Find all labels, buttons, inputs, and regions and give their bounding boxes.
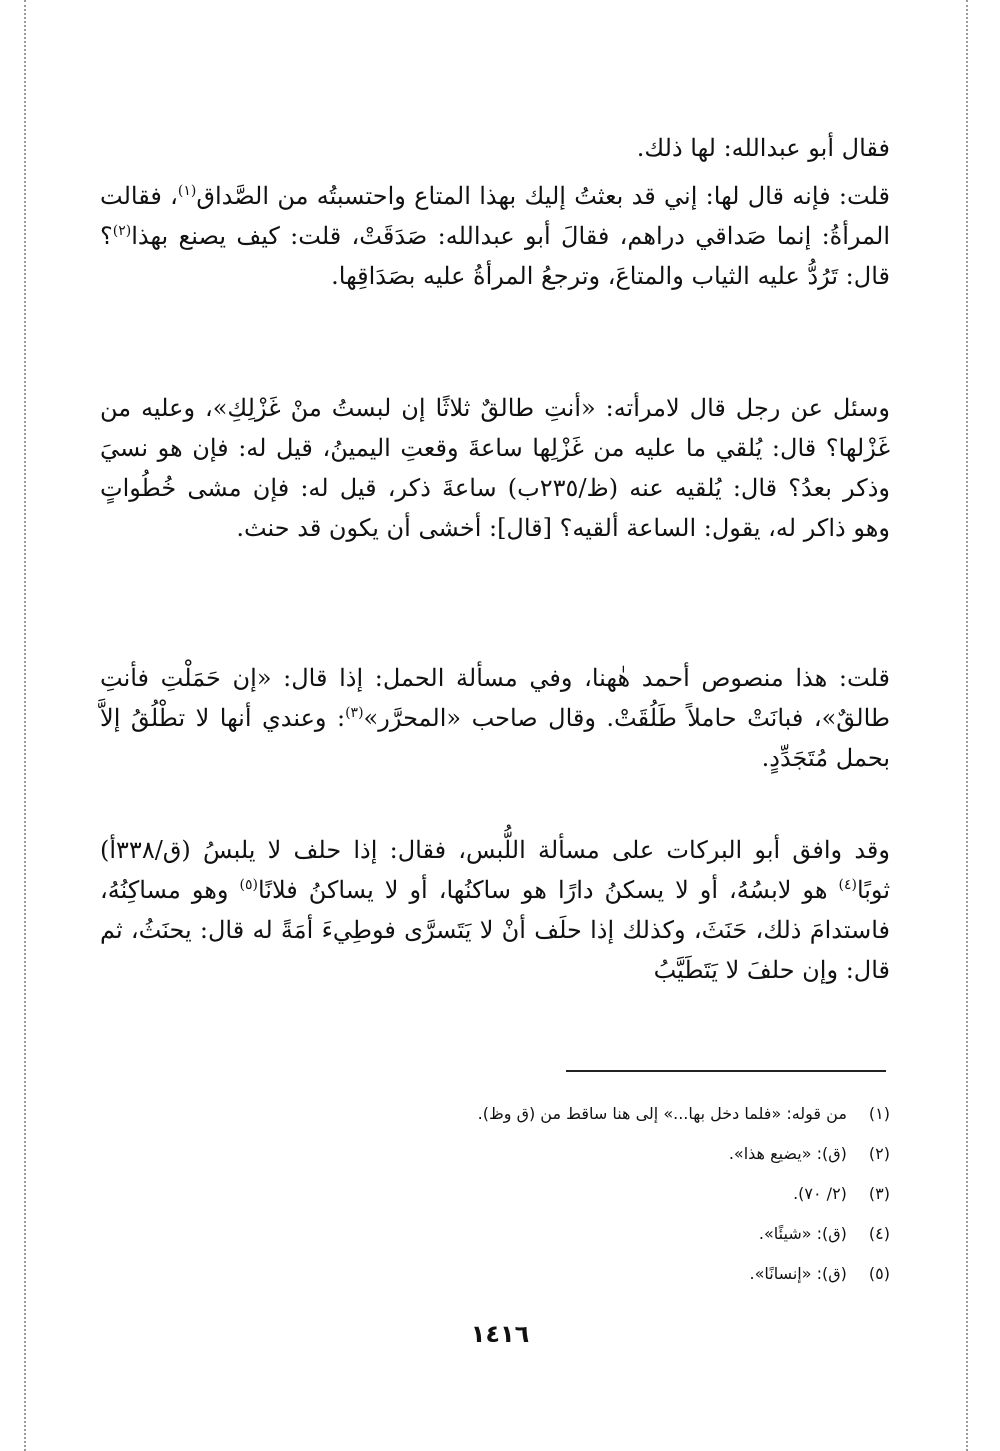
lead-line: فقال أبو عبدالله: لها ذلك. [636,134,890,162]
footnote-text: (٢/ ٧٠). [793,1184,847,1203]
paragraph-1-text-b: ، فقالت المرأةُ: إنما صَداقي دراهم، فقالَ أبو عبدالله: صَدَقَتْ، قلت: كيف يصنع بهذا [100,182,890,250]
footnote-number: (١) [868,1104,890,1123]
footnote-1 [260,1094,890,1134]
footnote-4 [260,1214,890,1254]
footnote-3 [260,1174,890,1214]
footnote-number: (٢) [868,1144,890,1163]
paragraph-1 [100,176,890,296]
footnote-text: (ق): «شيئًا». [758,1224,847,1243]
footnote-text: (ق): «إنسانًا». [749,1264,847,1283]
paragraph-2-text: وسئل عن رجل قال لامرأته: «أنتِ طالقٌ ثلاثًا إن لبستُ منْ غَزْلِكِ»، وعليه من غَزْلها؟ قال: يُلقي ما عليه من غَزْلِها ساعةَ وقعتِ اليمينُ، قيل له: فإن هو نسيَ وذكر بعدُ؟ قال: يُلقيه عنه (ظ/٢٣٥ب) ساعةَ ذكر، قيل له: فإن مشى خُطُواتٍ وهو ذاكر له، يقول: الساعة ألقيه؟ [قال]: أخشى أن يكون قد حنث. [100,394,890,542]
right-dotted-margin [966,0,968,1451]
footnote-ref-5: (٥) [239,877,258,893]
paragraph-3-text-a: قلت: هذا منصوص أحمد هٰهنا، وفي مسألة الحمل: إذا قال: «إن حَمَلْتِ فأنتِ طالقٌ»، فبانَتْ حاملاً طَلُقَتْ. وقال صاحب «المحرَّر» [100,664,890,732]
footnote-number: (٤) [868,1224,890,1243]
paragraph-4-text-b: هو لابسُهُ، أو لا يسكنُ دارًا هو ساكنُها، أو لا يساكنُ فلانًا [257,876,839,904]
left-dotted-margin [24,0,26,1451]
paragraph-3 [100,658,890,778]
footnote-ref-4: (٤) [838,877,857,893]
footnote-text: (ق): «يضيع هذا». [728,1144,847,1163]
paragraph-2 [100,388,890,548]
paragraph-4-text-a: وقد وافق أبو البركات على مسألة اللُّبس، فقال: إذا حلف لا يلبسُ (ق/٣٣٨أ) ثوبًا [100,836,891,904]
footnote-ref-2: (٢) [112,223,132,239]
footnote-ref-1: (١) [177,183,197,199]
paragraph-4-text-c: وهو مساكِنُهُ، فاستدامَ ذلك، حَنَثَ، وكذلك إذا حلَف أنْ لا يَتَسرَّى فوطِيءَ أمَةً له قال: يحنَثُ، ثم قال: وإن حلفَ لا يَتَطَيَّبُ [100,876,890,984]
paragraph-4 [100,830,890,990]
paragraph-1-text-c: ؟ قال: تَرُدُّ عليه الثياب والمتاعَ، وترجعُ المرأةُ عليه بصَدَاقِها. [100,222,890,290]
footnote-number: (٣) [868,1184,890,1203]
footnotes [260,1094,890,1294]
footnote-number: (٥) [868,1264,890,1283]
paragraph-3-text-b: : وعندي أنها لا تطْلُقُ إلاَّ بحمل مُتَجَدِّدٍ. [100,704,890,772]
footnote-5 [260,1254,890,1294]
footnote-2 [260,1134,890,1174]
footnote-text: من قوله: «فلما دخل بها...» إلى هنا ساقط من (ق وظ). [477,1104,847,1123]
footnote-ref-3: (٣) [345,705,364,721]
paragraph-1-text-a: قلت: فإنه قال لها: إني قد بعثتُ إليك بهذا المتاع واحتسبتُه من الصَّداق [196,182,890,210]
page-number: ١٤١٦ [470,1320,530,1348]
footnote-separator [566,1070,886,1072]
